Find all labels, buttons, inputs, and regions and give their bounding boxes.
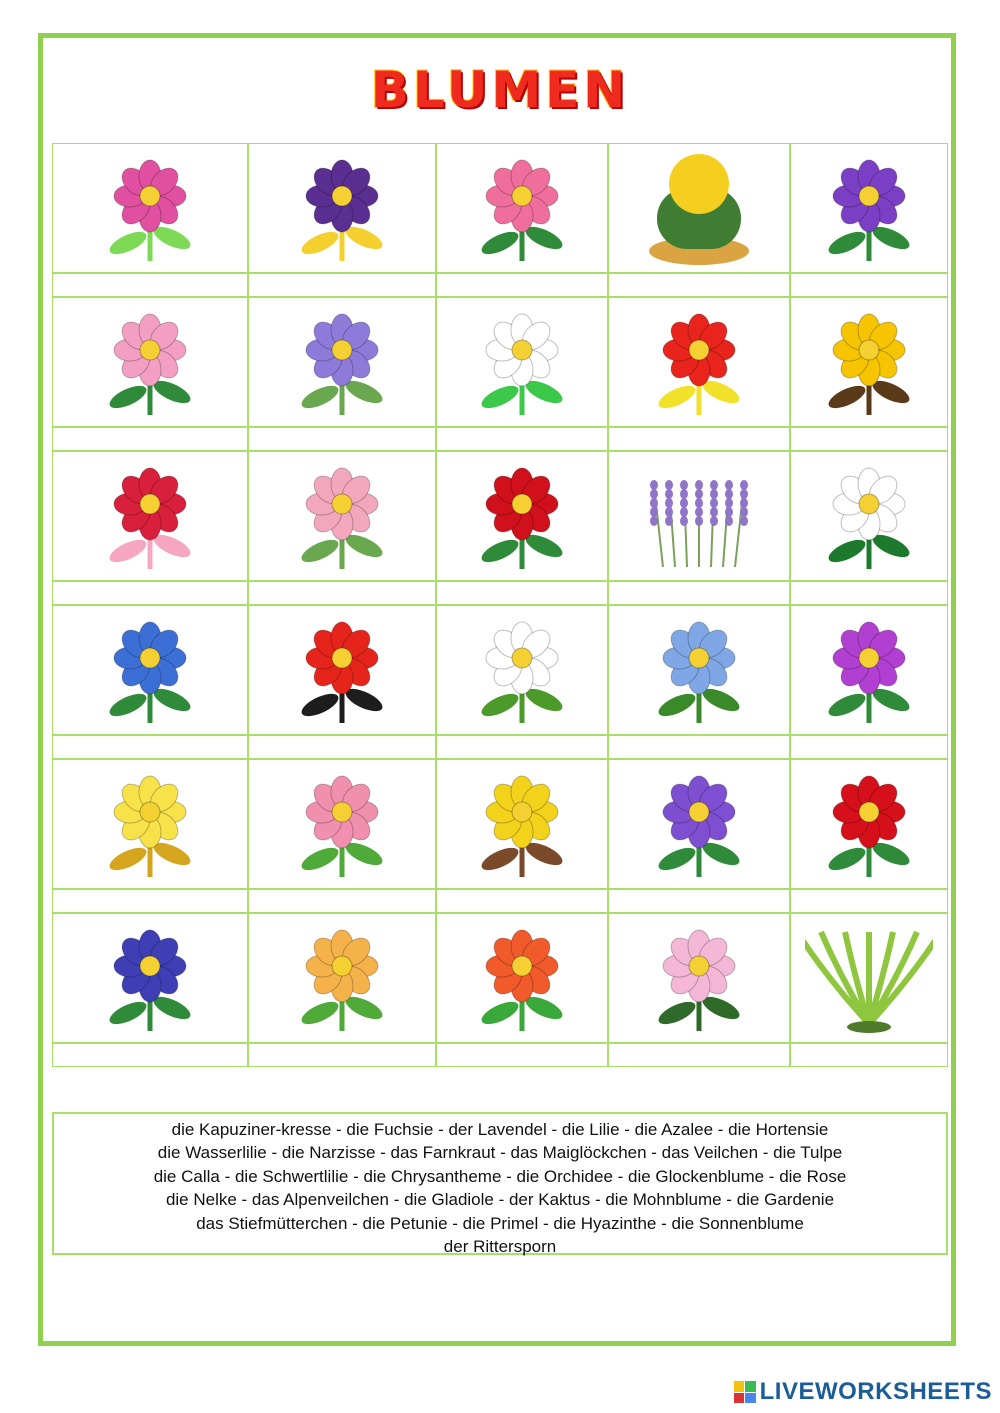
picture-cell: [436, 605, 608, 735]
answer-input[interactable]: [608, 735, 790, 759]
hyacinth-icon: [67, 301, 233, 423]
primrose-icon: [623, 301, 775, 423]
picture-cell: [608, 451, 790, 581]
answer-input[interactable]: [436, 1043, 608, 1067]
answer-input[interactable]: [248, 735, 436, 759]
picture-cell: [52, 913, 248, 1043]
gladiolus-icon: [263, 455, 421, 577]
rose-icon: [451, 455, 593, 577]
picture-cell: [608, 605, 790, 735]
answer-input[interactable]: [608, 427, 790, 451]
chrysanthemum-icon: [805, 147, 933, 269]
nasturtium-icon: [451, 917, 593, 1039]
answer-input[interactable]: [52, 889, 248, 913]
picture-cell: [248, 913, 436, 1043]
answer-input[interactable]: [608, 273, 790, 297]
carnation-icon: [805, 763, 933, 885]
picture-cell: [790, 759, 948, 889]
picture-cell: [248, 759, 436, 889]
answer-input[interactable]: [790, 1043, 948, 1067]
answer-input[interactable]: [790, 735, 948, 759]
picture-cell: [248, 143, 436, 273]
pansy-icon: [263, 147, 421, 269]
iris-icon: [67, 917, 233, 1039]
water-lily-icon: [67, 147, 233, 269]
bellflower-icon: [263, 301, 421, 423]
picture-cell: [790, 451, 948, 581]
answer-input[interactable]: [608, 889, 790, 913]
lily-of-the-valley-icon: [451, 301, 593, 423]
picture-row: [52, 605, 948, 735]
picture-cell: [52, 451, 248, 581]
answer-input[interactable]: [248, 1043, 436, 1067]
answer-input[interactable]: [52, 427, 248, 451]
gardenia-icon: [805, 455, 933, 577]
answer-row: [52, 427, 948, 451]
answer-row: [52, 889, 948, 913]
picture-row: [52, 297, 948, 427]
poppy-icon: [263, 609, 421, 731]
answer-input[interactable]: [248, 889, 436, 913]
picture-cell: [52, 143, 248, 273]
picture-cell: [790, 143, 948, 273]
picture-row: [52, 759, 948, 889]
word-line: der Rittersporn: [443, 1237, 557, 1257]
cyclamen-icon: [623, 917, 775, 1039]
picture-cell: [608, 759, 790, 889]
orchid-icon: [451, 763, 593, 885]
word-line: die Calla - die Schwertlilie - die Chrysantheme - die Orchidee - die Glockenblume - die Rose: [153, 1166, 847, 1186]
title-banner: [0, 60, 1000, 120]
picture-row: [52, 913, 948, 1043]
brand-logo-icon: [734, 1381, 756, 1403]
page-title: BLUMEN: [370, 61, 630, 119]
answer-input[interactable]: [608, 1043, 790, 1067]
picture-cell: [248, 451, 436, 581]
answer-input[interactable]: [52, 735, 248, 759]
answer-row: [52, 273, 948, 297]
picture-cell: [52, 297, 248, 427]
picture-row: [52, 451, 948, 581]
word-line: das Stiefmütterchen - die Petunie - die Primel - die Hyazinthe - die Sonnenblume: [196, 1213, 804, 1233]
answer-input[interactable]: [790, 581, 948, 605]
picture-cell: [248, 605, 436, 735]
answer-row: [52, 1043, 948, 1067]
answer-input[interactable]: [248, 581, 436, 605]
brand-footer[interactable]: [734, 1378, 992, 1406]
picture-row: [52, 143, 948, 273]
picture-cell: [248, 297, 436, 427]
answer-row: [52, 581, 948, 605]
picture-cell: [436, 913, 608, 1043]
petunia-icon: [67, 455, 233, 577]
flower-grid: [52, 143, 948, 1067]
answer-input[interactable]: [436, 735, 608, 759]
answer-input[interactable]: [436, 581, 608, 605]
answer-input[interactable]: [248, 427, 436, 451]
word-line: die Nelke - das Alpenveilchen - die Gladiole - der Kaktus - die Mohnblume - die Gardenie: [165, 1190, 835, 1210]
picture-cell: [790, 297, 948, 427]
lavender-icon: [623, 455, 775, 577]
answer-input[interactable]: [436, 273, 608, 297]
picture-cell: [52, 759, 248, 889]
picture-cell: [608, 143, 790, 273]
fern-icon: [805, 917, 933, 1039]
picture-cell: [52, 605, 248, 735]
violet-icon: [623, 763, 775, 885]
answer-input[interactable]: [608, 581, 790, 605]
calla-icon: [451, 609, 593, 731]
answer-input[interactable]: [790, 889, 948, 913]
hydrangea-icon: [623, 609, 775, 731]
picture-cell: [436, 297, 608, 427]
fuchsia-icon: [805, 609, 933, 731]
picture-cell: [436, 759, 608, 889]
azalea-icon: [451, 147, 593, 269]
word-line: die Wasserlilie - die Narzisse - das Farnkraut - das Maiglöckchen - das Veilchen - die Tulpe: [157, 1143, 843, 1163]
lily-icon: [263, 917, 421, 1039]
daffodil-icon: [67, 763, 233, 885]
cactus-icon: [623, 147, 775, 269]
picture-cell: [608, 913, 790, 1043]
answer-input[interactable]: [52, 1043, 248, 1067]
word-line: die Kapuziner-kresse - die Fuchsie - der Lavendel - die Lilie - die Azalee - die Hortensie: [171, 1120, 829, 1139]
answer-input[interactable]: [436, 427, 608, 451]
picture-cell: [436, 451, 608, 581]
picture-cell: [790, 913, 948, 1043]
picture-cell: [790, 605, 948, 735]
picture-cell: [436, 143, 608, 273]
answer-input[interactable]: [790, 273, 948, 297]
answer-input[interactable]: [52, 581, 248, 605]
word-bank: [52, 1112, 948, 1255]
larkspur-icon: [67, 609, 233, 731]
tulip-icon: [263, 763, 421, 885]
picture-cell: [608, 297, 790, 427]
answer-input[interactable]: [436, 889, 608, 913]
answer-row: [52, 735, 948, 759]
answer-input[interactable]: [52, 273, 248, 297]
answer-input[interactable]: [790, 427, 948, 451]
sunflower-icon: [805, 301, 933, 423]
answer-input[interactable]: [248, 273, 436, 297]
brand-name: LIVEWORKSHEETS: [759, 1378, 992, 1405]
